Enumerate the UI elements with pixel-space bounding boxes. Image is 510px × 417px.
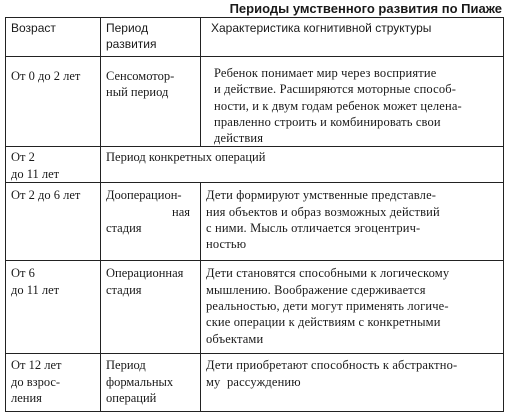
period-line: Операционная [106,266,184,281]
age-line: до 11 лет [11,166,60,181]
age-line: От 2 [11,150,35,165]
header-characteristic: Характеристика когнитивной структуры [211,21,432,35]
description-line: Дети приобретают способность к абстрактно- [206,358,458,373]
age-cell [6,261,101,354]
header-period-line1: Период [106,21,149,35]
period-line: Период [106,358,146,373]
description-line: му рассуждению [206,374,301,389]
age-line: От 0 до 2 лет [11,69,81,83]
period-line: ный период [106,85,169,100]
description-line: ностью [206,237,247,252]
page-title: Периоды умственного развития по Пиаже [229,1,502,16]
header-cell-age [6,18,101,57]
table-row [6,354,504,412]
period-cell [101,261,201,354]
period-line: Дооперацион- [106,188,182,203]
header-cell-characteristic [201,18,504,57]
period-line: стадия [106,221,142,236]
age-cell [6,183,101,261]
period-cell-span [101,147,504,183]
table-row [6,147,504,183]
period-cell [101,354,201,412]
period-line: Период конкретных операций [106,150,266,165]
description-line: объектами [206,331,264,346]
header-cell-period [101,18,201,57]
header-period-line2: развития [106,36,157,51]
description-line: Ребенок понимает мир через восприятие [214,66,437,80]
description-line: реальностью, дети могут применять логиче- [206,299,449,314]
description-cell [201,354,504,412]
age-line: ления [11,391,42,406]
period-cell [101,183,201,261]
age-cell [6,57,101,147]
description-line: мышлению. Воображение сдерживается [206,282,426,297]
description-cell [201,261,504,354]
description-line: Дети формируют умственные представле- [206,188,437,203]
description-line: ности, и к двум годам ребенок может целена- [214,98,462,113]
description-line: ния объектов и образ возможных действий [206,204,440,219]
header-age: Возраст [11,21,56,35]
description-line: с ними. Мысль отличается эгоцентрич- [206,221,421,236]
table-row [6,183,504,261]
age-line: до взрос- [11,374,61,389]
description-cell [201,57,504,147]
age-cell [6,147,101,183]
period-line: Сенсомотор- [106,69,175,83]
age-line: От 2 до 6 лет [11,188,81,203]
description-line: ские операции к действиям с конкретными [206,315,441,330]
table-row [6,57,504,147]
description-cell [201,183,504,261]
description-line: и действие. Расширяются моторные способ- [214,82,457,97]
description-line: действия [214,131,264,146]
age-line: От 6 [11,266,35,281]
table-row [6,261,504,354]
period-line: ная [172,204,190,219]
age-cell [6,354,101,412]
period-line: стадия [106,282,142,297]
period-line: формальных [106,374,174,389]
description-line: Дети становятся способными к логическому [206,266,450,281]
age-line: до 11 лет [11,282,60,297]
description-line: правленно строить и комбинировать свои [214,114,441,129]
period-cell [101,57,201,147]
age-line: От 12 лет [11,358,62,373]
piaget-periods-table [5,17,504,412]
period-line: операций [106,391,157,406]
table-header-row [6,18,504,57]
